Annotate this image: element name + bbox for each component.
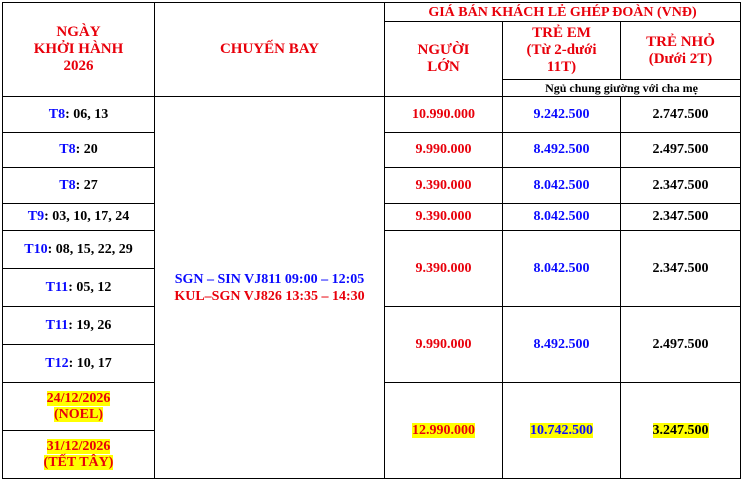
departure-header: NGÀY KHỞI HÀNH 2026: [3, 3, 155, 97]
departure-date: T12: 10, 17: [3, 345, 155, 383]
holiday-new-year: 31/12/2026 (TẾT TÂY): [3, 431, 155, 479]
flight-return: KUL–SGN VJ826 13:35 – 14:30: [174, 288, 365, 304]
infant-header: TRẺ NHỎ (Dưới 2T): [621, 22, 741, 80]
tour-price-table: [2, 2, 741, 479]
child-price: 8.492.500: [503, 307, 621, 383]
shared-bed-note: Ngủ chung giường với cha mẹ: [503, 80, 741, 97]
departure-date: T11: 19, 26: [3, 307, 155, 345]
departure-date: T8: 20: [3, 133, 155, 168]
flight-header: CHUYẾN BAY: [155, 3, 385, 97]
infant-price: 3.247.500: [621, 383, 741, 479]
departure-date: T10: 08, 15, 22, 29: [3, 231, 155, 269]
child-price: 8.042.500: [503, 204, 621, 231]
adult-header: NGƯỜI LỚN: [385, 22, 503, 97]
child-price: 8.042.500: [503, 168, 621, 204]
child-price: 9.242.500: [503, 97, 621, 133]
adult-price: 9.990.000: [385, 307, 503, 383]
adult-price: 9.390.000: [385, 204, 503, 231]
price-title: GIÁ BÁN KHÁCH LẺ GHÉP ĐOÀN (VNĐ): [385, 3, 741, 22]
infant-price: 2.497.500: [621, 133, 741, 168]
infant-price: 2.497.500: [621, 307, 741, 383]
departure-date: T8: 06, 13: [3, 97, 155, 133]
infant-price: 2.747.500: [621, 97, 741, 133]
infant-price: 2.347.500: [621, 204, 741, 231]
flight-outbound: SGN – SIN VJ811 09:00 – 12:05: [174, 271, 365, 287]
adult-price: 9.390.000: [385, 168, 503, 204]
infant-price: 2.347.500: [621, 168, 741, 204]
child-price: 8.042.500: [503, 231, 621, 307]
departure-date: T8: 27: [3, 168, 155, 204]
flight-info: [155, 97, 385, 479]
child-header: TRẺ EM (Từ 2-dưới 11T): [503, 22, 621, 80]
adult-price: 9.990.000: [385, 133, 503, 168]
child-price: 8.492.500: [503, 133, 621, 168]
adult-price: 9.390.000: [385, 231, 503, 307]
holiday-noel: 24/12/2026 (NOEL): [3, 383, 155, 431]
adult-price: 12.990.000: [385, 383, 503, 479]
child-price: 10.742.500: [503, 383, 621, 479]
departure-date: T9: 03, 10, 17, 24: [3, 204, 155, 231]
adult-price: 10.990.000: [385, 97, 503, 133]
departure-date: T11: 05, 12: [3, 269, 155, 307]
infant-price: 2.347.500: [621, 231, 741, 307]
